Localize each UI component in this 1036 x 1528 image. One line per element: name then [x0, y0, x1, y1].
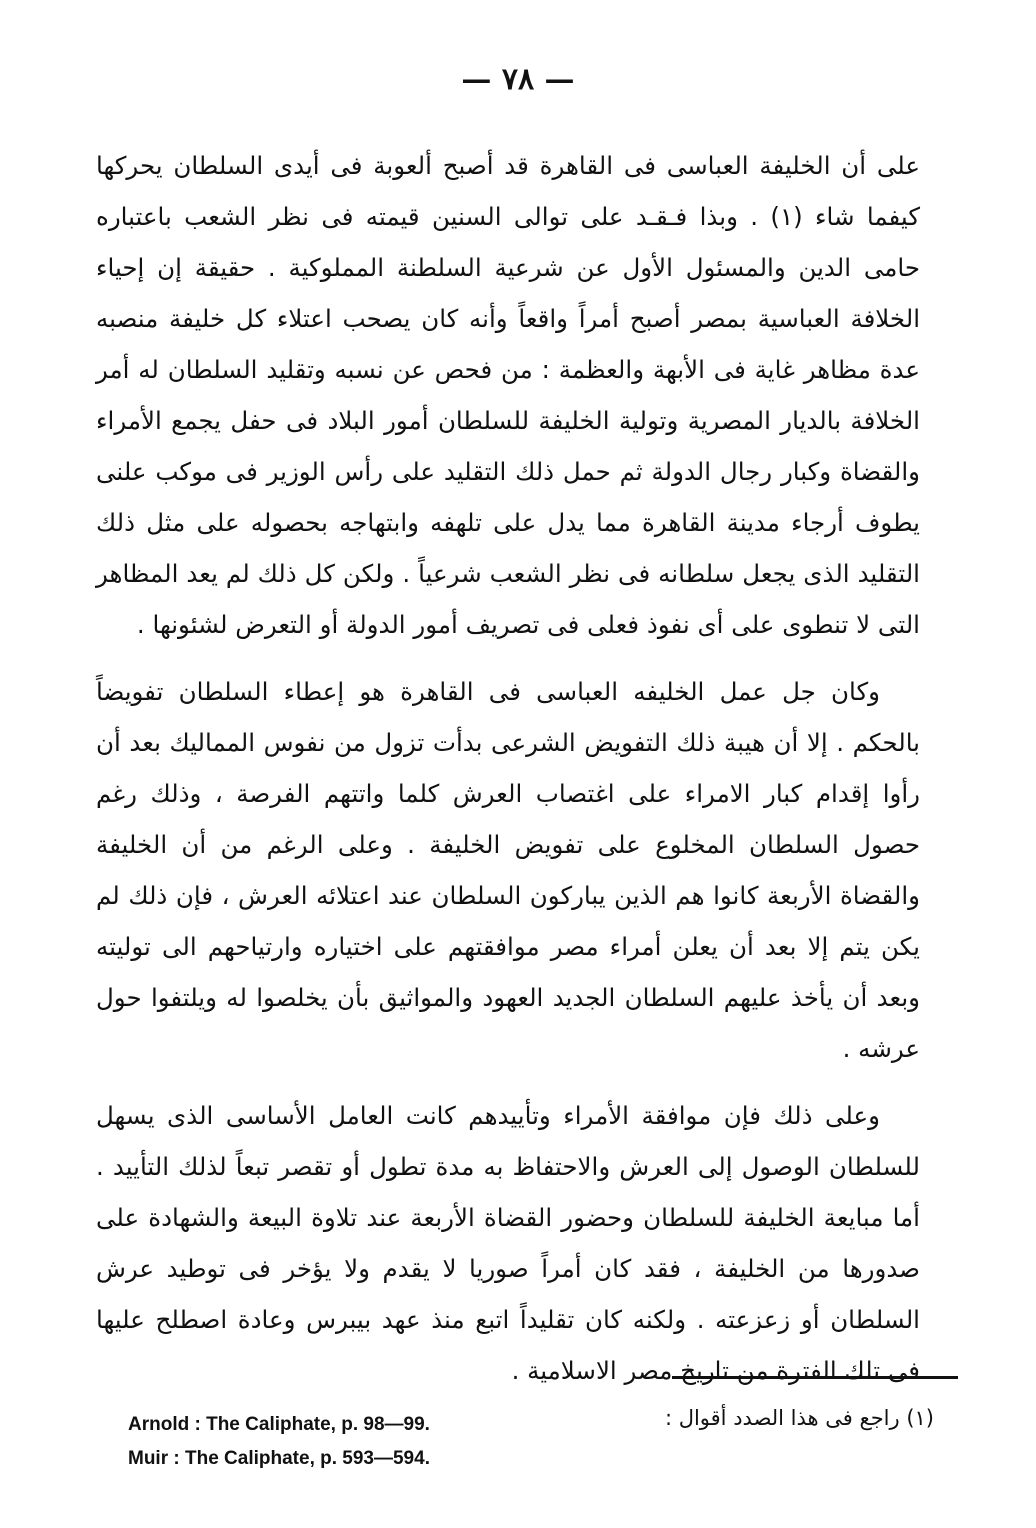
footnote-ref-arnold: Arnold : The Caliphate, p. 98—99. — [128, 1414, 430, 1435]
footnote-references — [128, 1408, 430, 1476]
footnote-ref-muir: Muir : The Caliphate, p. 593—594. — [128, 1448, 430, 1469]
paragraph-3: وعلى ذلك فإن موافقة الأمراء وتأييدهم كانت العامل الأساسى الذى يسهل للسلطان الوصول إلى العرش والاحتفاظ به مدة تطول أو تقصر تبعاً لذلك التأييد . أما مبايعة الخليفة للسلطان وحضور القضاة الأربعة عند تلاوة البيعة والشهادة على صدورها من الخليفة ، فقد كان أمراً صوريا لا يقدم ولا يؤخر فى توطيد عرش السلطان أو زعزعته . ولكنه كان تقليداً اتبع منذ عهد بيبرس وعادة اصطلح عليها فى تلك الفترة من تاريخ مصر الاسلامية . — [96, 1101, 920, 1385]
paragraph-1: على أن الخليفة العباسى فى القاهرة قد أصبح ألعوبة فى أيدى السلطان يحركها كيفما شاء (١) . وبذا فـقـد على توالى السنين قيمته فى نظر الشعب باعتباره حامى الدين والمسئول الأول عن شرعية السلطنة المملوكية . حقيقة إن إحياء الخلافة العباسية بمصر أصبح أمراً واقعاً وأنه كان يصحب اعتلاء كل خليفة منصبه عدة مظاهر غاية فى الأبهة والعظمة : من فحص عن نسبه وتقليد السلطان له أمر الخلافة بالديار المصرية وتولية الخليفة للسلطان أمور البلاد فى حفل يجمع الأمراء والقضاة وكبار رجال الدولة ثم حمل ذلك التقليد على رأس الوزير فى موكب علنى يطوف أرجاء مدينة القاهرة مما يدل على تلهفه وابتهاجه بحصوله على مثل ذلك التقليد الذى يجعل سلطانه فى نظر الشعب شرعياً . ولكن كل ذلك لم يعد المظاهر التى لا تنطوى على أى نفوذ فعلى فى تصريف أمور الدولة أو التعرض لشئونها . — [96, 151, 920, 639]
footnote-arabic: (١) راجع فى هذا الصدد أقوال : — [664, 1406, 934, 1430]
paragraph-2: وكان جل عمل الخليفه العباسى فى القاهرة هو إعطاء السلطان تفويضاً بالحكم . إلا أن هيبة ذلك التفويض الشرعى بدأت تزول من نفوس المماليك بعد أن رأوا إقدام كبار الامراء على اغتصاب العرش كلما واتتهم الفرصة ، وذلك رغم حصول السلطان المخلوع على تفويض الخليفة . وعلى الرغم من أن الخليفة والقضاة الأربعة كانوا هم الذين يباركون السلطان عند اعتلائه العرش ، فإن ذلك لم يكن يتم إلا بعد أن يعلن أمراء مصر موافقتهم على اختياره وارتياحهم الى توليته وبعد أن يأخذ عليهم السلطان الجديد العهود والمواثيق بأن يخلصوا له ويلتفوا حول عرشه . — [96, 677, 920, 1063]
page-number: — ٧٨ — — [461, 62, 575, 97]
body-text — [96, 140, 920, 1412]
footnote-divider — [672, 1376, 958, 1379]
